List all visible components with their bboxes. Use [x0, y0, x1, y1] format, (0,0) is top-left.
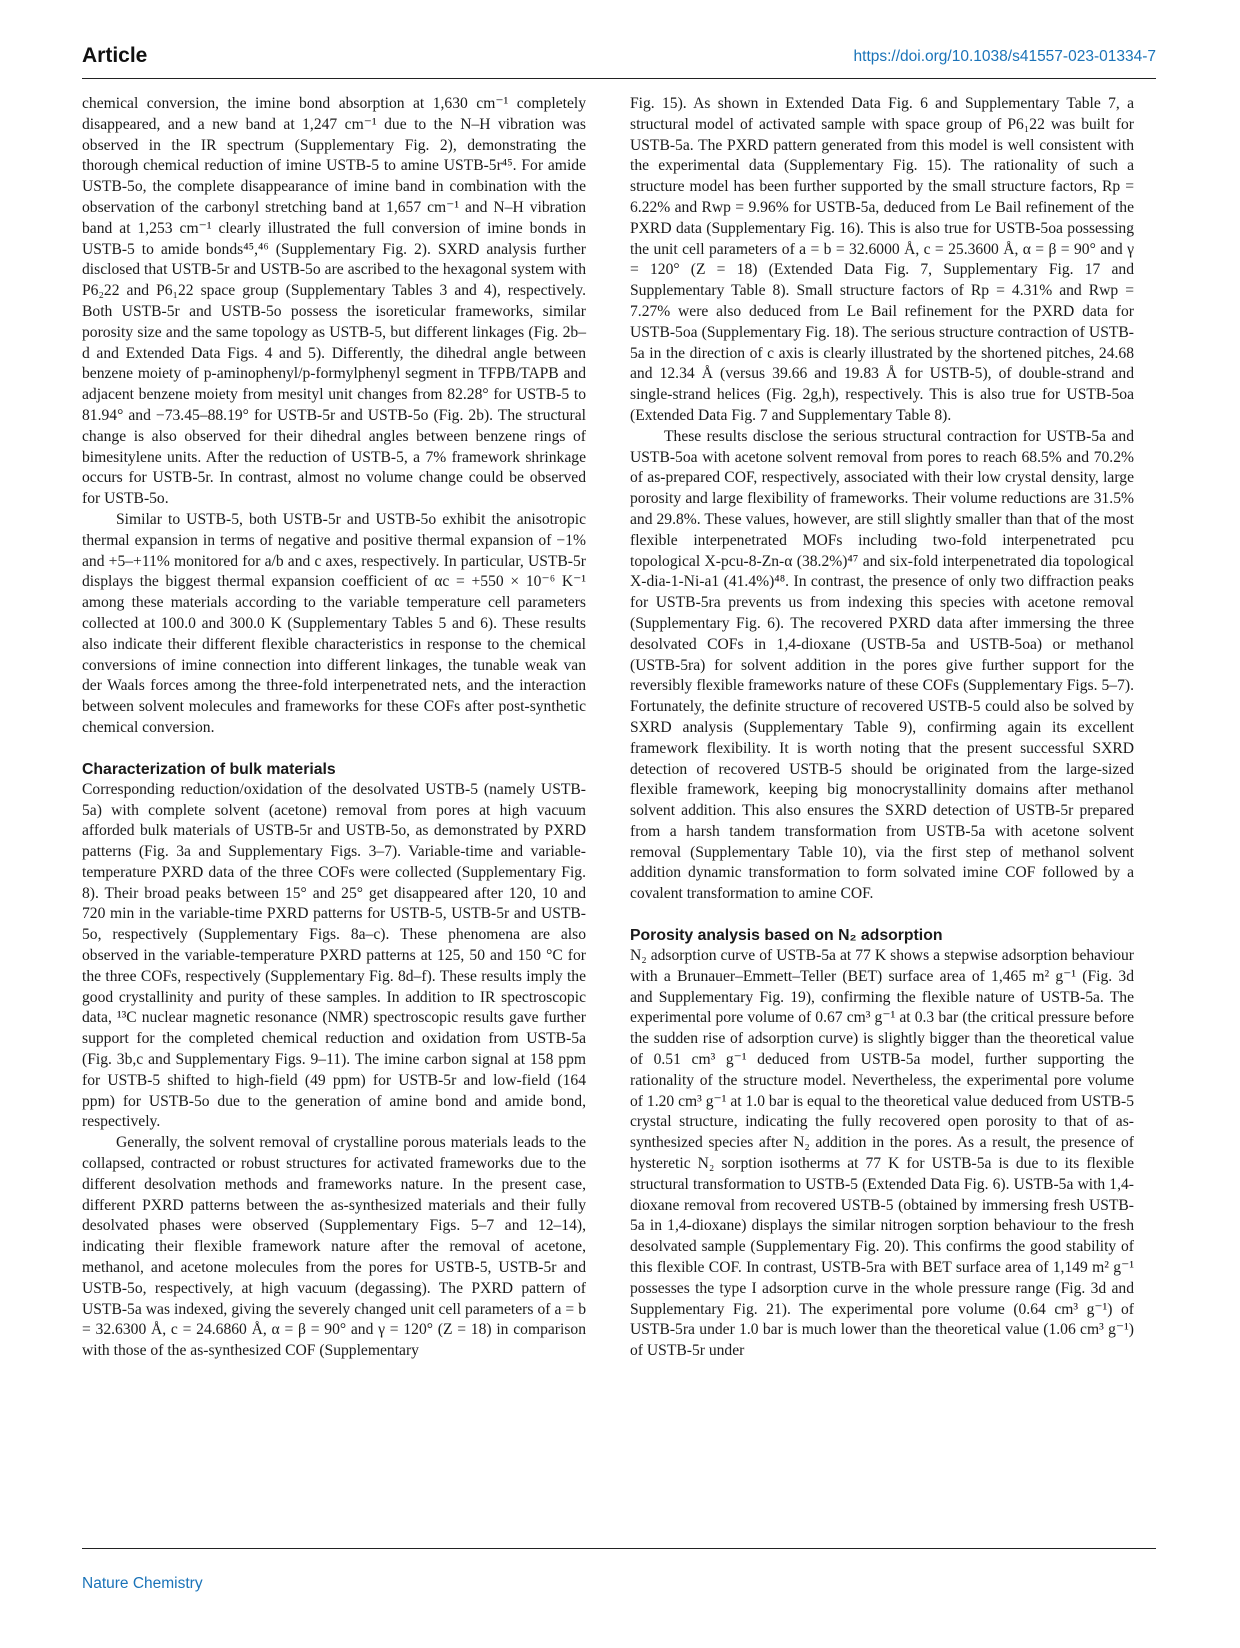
right-column [630, 94, 1134, 1362]
paragraph-right-3: N₂ adsorption curve of USTB-5a at 77 K shows a stepwise adsorption behaviour with a Brunauer–Emmett–Teller (BET) surface area of 1,465 m² g⁻¹ (Fig. 3d and Supplementary Fig. 19), confirming the flexible nature of USTB-5a. The experimental pore volume of 0.67 cm³ g⁻¹ at 0.3 bar (the critical pressure before the sudden rise of adsorption curve) is slightly bigger than the theoretical value of 0.51 cm³ g⁻¹ deduced from USTB-5a model, further supporting the rationality of the structure model. Nevertheless, the experimental pore volume of 1.20 cm³ g⁻¹ at 1.0 bar is equal to the theoretical value deduced from USTB-5 crystal structure, indicating the fully recovered open porosity to that of as-synthesized species after N₂ addition in the pores. As a result, the presence of hysteretic N₂ sorption isotherms at 77 K for USTB-5a is due to its flexible structural transformation to USTB-5 (Extended Data Fig. 6). USTB-5a with 1,4-dioxane removal from recovered USTB-5 (obtained by immersing fresh USTB-5a in 1,4-dioxane) displays the similar nitrogen sorption behaviour to the fresh desolvated sample (Supplementary Fig. 20). This confirms the good stability of this flexible COF. In contrast, USTB-5ra with BET surface area of 1,149 m² g⁻¹ possesses the type I adsorption curve in the whole pressure range (Fig. 3d and Supplementary Fig. 21). The experimental pore volume (0.64 cm³ g⁻¹) of USTB-5ra under 1.0 bar is much lower than the theoretical value (1.06 cm³ g⁻¹) of USTB-5r under [630, 947, 1134, 1360]
paragraph-left-3: Corresponding reduction/oxidation of the desolvated USTB-5 (namely USTB-5a) with complete solvent (acetone) removal from pores at high vacuum afforded bulk materials of USTB-5r and USTB-5o, as demonstrated by PXRD patterns (Fig. 3a and Supplementary Figs. 3–7). Variable-time and variable-temperature PXRD data of the three COFs were collected (Supplementary Fig. 8). Their broad peaks between 15° and 25° get disappeared after 120, 10 and 720 min in the variable-time PXRD patterns for USTB-5, USTB-5r and USTB-5o, respectively (Supplementary Figs. 8a–c). These phenomena are also observed in the variable-temperature PXRD patterns at 125, 50 and 150 °C for the three COFs, respectively (Supplementary Fig. 8d–f). These results imply the good crystallinity and purity of these samples. In addition to IR spectroscopic data, ¹³C nuclear magnetic resonance (NMR) spectroscopic results gave further support for the completed chemical reduction and oxidation from USTB-5a (Fig. 3b,c and Supplementary Figs. 9–11). The imine carbon signal at 158 ppm for USTB-5 shifted to high-field (49 ppm) for USTB-5r and low-field (164 ppm) for USTB-5o due to the generation of amine bond and amide bond, respectively. [82, 780, 586, 1131]
paragraph-right-1: Fig. 15). As shown in Extended Data Fig. 6 and Supplementary Table 7, a structural model of activated sample with space group of P6₁22 was built for USTB-5a. The PXRD pattern generated from this model is well consistent with the experimental data (Supplementary Fig. 15). The rationality of such a structure model has been further supported by the small structure factors, Rp = 6.22% and Rwp = 9.96% for USTB-5a, deduced from Le Bail refinement of the PXRD data (Supplementary Fig. 16). This is also true for USTB-5oa possessing the unit cell parameters of a = b = 32.6000 Å, c = 25.3600 Å, α = β = 90° and γ = 120° (Z = 18) (Extended Data Fig. 7, Supplementary Fig. 17 and Supplementary Table 8). Small structure factors of Rp = 4.31% and Rwp = 7.27% were also deduced from Le Bail refinement for the PXRD data for USTB-5oa (Supplementary Fig. 18). The serious structure contraction of USTB-5a in the direction of c axis is clearly illustrated by the shortened pitches, 24.68 and 12.34 Å (versus 39.66 and 19.83 Å for USTB-5), of double-strand and single-strand helices (Fig. 2g,h), respectively. This is also true for USTB-5oa (Extended Data Fig. 7 and Supplementary Table 8). [630, 95, 1134, 424]
section-gap [82, 739, 586, 759]
header-divider [82, 78, 1156, 79]
footer-divider [82, 1548, 1156, 1549]
section-heading-bulk-materials: Characterization of bulk materials [82, 760, 336, 778]
section-gap [630, 905, 1134, 925]
left-column [82, 94, 586, 1362]
paragraph-right-2: These results disclose the serious structural contraction for USTB-5a and USTB-5oa with acetone solvent removal from pores to reach 68.5% and 70.2% of as-prepared COF, respectively, associated with their low crystal density, large porosity and large flexibility of frameworks. Their volume reductions are 31.5% and 29.8%. These values, however, are still slightly smaller than that of the most flexible interpenetrated MOFs including two-fold interpenetrated pcu topological X-pcu-8-Zn-α (38.2%)⁴⁷ and six-fold interpenetrated dia topological X-dia-1-Ni-a1 (41.4%)⁴⁸. In contrast, the presence of only two diffraction peaks for USTB-5ra prevents us from indexing this species with acetone removal (Supplementary Fig. 6). The recovered PXRD data after immersing the three desolvated COFs in 1,4-dioxane (USTB-5a and USTB-5oa) or methanol (USTB-5ra) for solvent addition in the pores give further support for the reversibly flexible frameworks nature of these COFs (Supplementary Figs. 5–7). Fortunately, the definite structure of recovered USTB-5 could also be solved by SXRD analysis (Supplementary Table 9), confirming again its excellent framework flexibility. It is worth noting that the present successful SXRD detection of recovered USTB-5 should be originated from the large-sized flexible framework, keeping big monocrystallinity domains after methanol solvent addition. This also ensures the SXRD detection of USTB-5r prepared from a harsh tandem transformation from USTB-5a with acetone solvent removal (Supplementary Table 10), via the first step of methanol solvent addition dynamic transformation to form solvated imine COF followed by a covalent transformation to amine COF. [630, 427, 1134, 903]
section-heading-porosity: Porosity analysis based on N₂ adsorption [630, 927, 943, 945]
journal-name: Nature Chemistry [82, 1575, 203, 1592]
doi-link[interactable]: https://doi.org/10.1038/s41557-023-01334-7 [853, 48, 1156, 65]
paragraph-left-1: chemical conversion, the imine bond absorption at 1,630 cm⁻¹ completely disappeared, and a new band at 1,247 cm⁻¹ due to the N–H vibration was observed in the IR spectrum (Supplementary Fig. 2), demonstrating the thorough chemical reduction of imine USTB-5 to amine USTB-5r⁴⁵. For amide USTB-5o, the complete disappearance of imine band in combination with the observation of the carbonyl stretching band at 1,657 cm⁻¹ and N–H vibration band at 1,253 cm⁻¹ clearly illustrated the full conversion of imine bonds in USTB-5 to amide bonds⁴⁵,⁴⁶ (Supplementary Fig. 2). SXRD analysis further disclosed that USTB-5r and USTB-5o are ascribed to the hexagonal system with P6₂22 and P6₁22 space group (Supplementary Tables 3 and 4), respectively. Both USTB-5r and USTB-5o possess the isoreticular frameworks, similar porosity size and the same topology as USTB-5, but different linkages (Fig. 2b–d and Extended Data Figs. 4 and 5). Differently, the dihedral angle between benzene moiety of p-aminophenyl/p-formylphenyl segment in TFPB/TAPB and adjacent benzene moiety from mesityl unit changes from 82.28° for USTB-5 to 81.94° and −73.45–88.19° for USTB-5r and USTB-5o (Fig. 2b). The structural change is also observed for their dihedral angles between benzene rings of bimesitylene units. After the reduction of USTB-5, a 7% framework shrinkage occurs for USTB-5r. In contrast, almost no volume change could be observed for USTB-5o. [82, 95, 586, 508]
article-type-label: Article [82, 44, 148, 67]
paragraph-left-4: Generally, the solvent removal of crystalline porous materials leads to the collapsed, contracted or robust structures for activated frameworks due to the different desolvation methods and frameworks nature. In the present case, different PXRD patterns between the as-synthesized materials and their fully desolvated phases were observed (Supplementary Figs. 5–7 and 12–14), indicating their flexible framework nature after the removal of acetone, methanol, and acetone molecules from the pores for USTB-5, USTB-5r and USTB-5o, respectively, at high vacuum (degassing). The PXRD pattern of USTB-5a was indexed, giving the severely changed unit cell parameters of a = b = 32.6300 Å, c = 24.6860 Å, α = β = 90° and γ = 120° (Z = 18) in comparison with those of the as-synthesized COF (Supplementary [82, 1134, 586, 1360]
paragraph-left-2: Similar to USTB-5, both USTB-5r and USTB-5o exhibit the anisotropic thermal expansion in terms of negative and positive thermal expansion of −1% and +5–+11% monitored for a/b and c axes, respectively. In particular, USTB-5r displays the biggest thermal expansion coefficient of αc = +550 × 10⁻⁶ K⁻¹ among these materials according to the variable temperature cell parameters collected at 100.0 and 300.0 K (Supplementary Tables 5 and 6). These results also indicate their different flexible characteristics in response to the chemical conversions of imine connection into different linkages, the tunable weak van der Waals forces among the three-fold interpenetrated nets, and the interaction between solvent molecules and frameworks for these COFs after post-synthetic chemical conversion. [82, 510, 586, 736]
